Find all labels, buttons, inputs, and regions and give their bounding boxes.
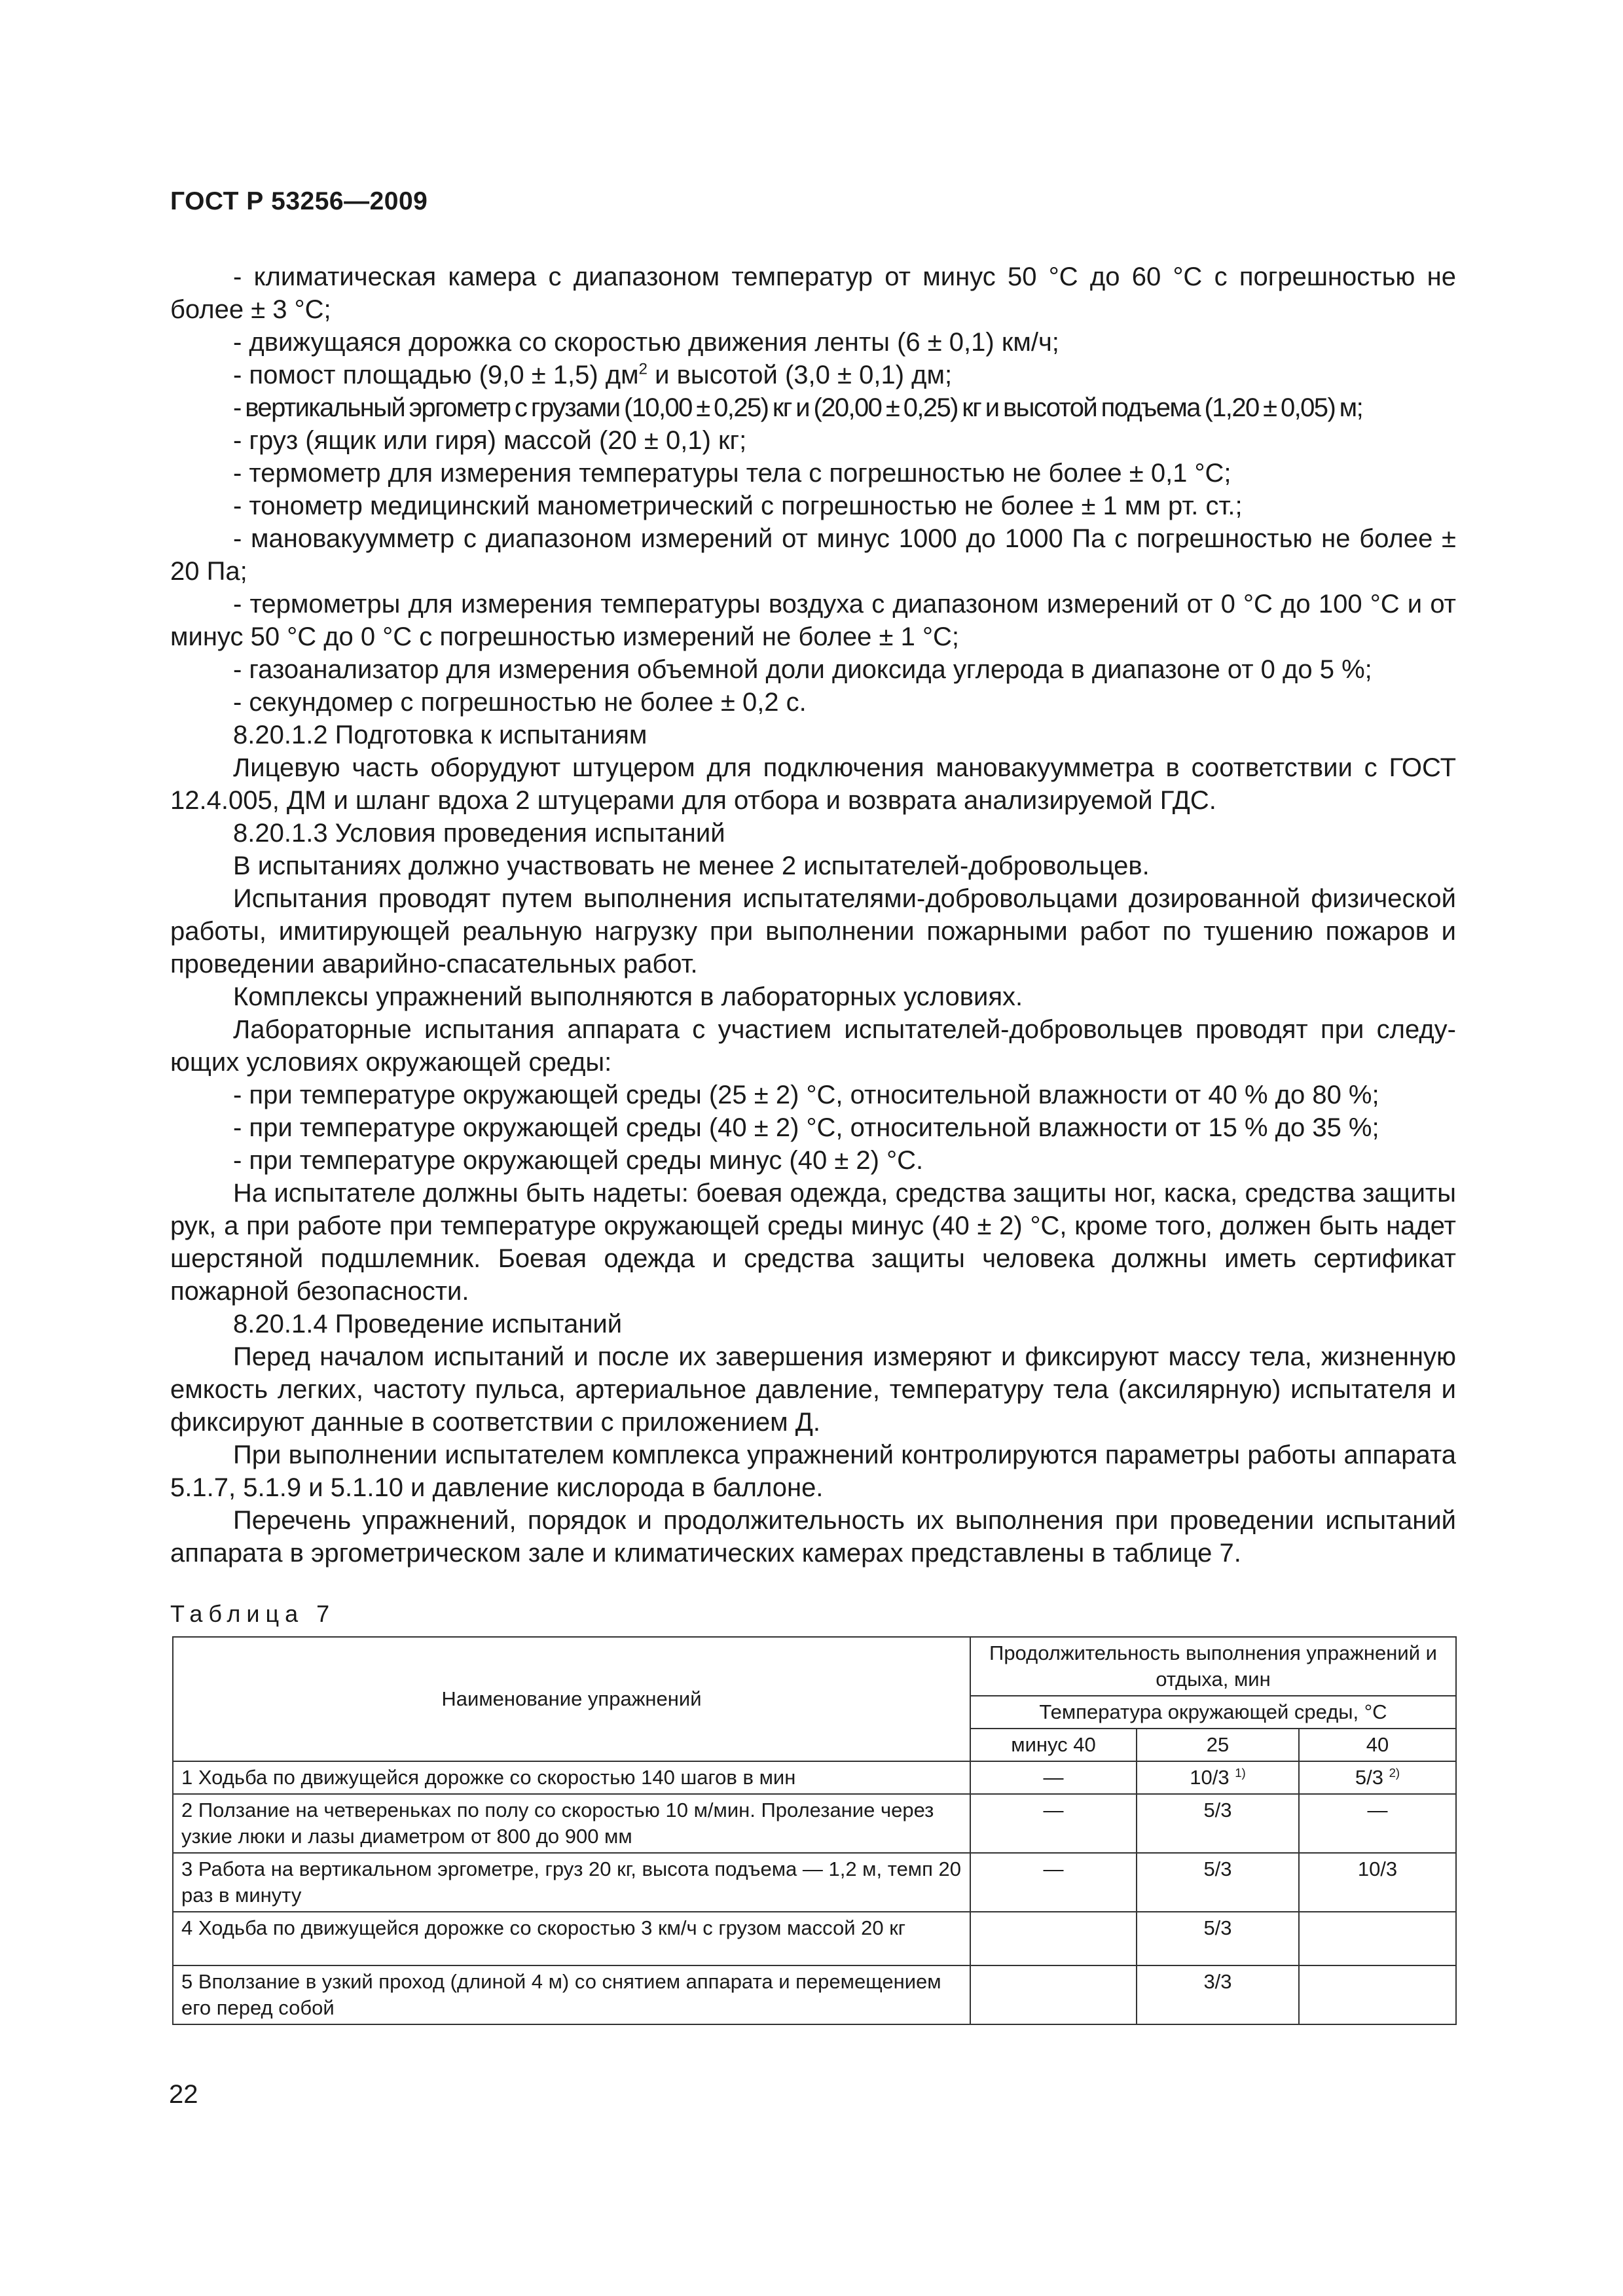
exercise-name-cell: 5 Вползание в узкий проход (длиной 4 м) со снятием аппарата и перемещением его перед собой — [173, 1965, 970, 2024]
paragraph: - при температуре окружающей среды (25 ± 2) °С, относительной влажности от 40 % до 80 %; — [233, 1081, 1379, 1109]
paragraph: - движущаяся дорожка со скоростью движения ленты (6 ± 0,1) км/ч; — [233, 328, 1059, 357]
paragraph: Лабораторные испытания аппарата с участием испытателей-добровольцев проводят при следующих условиях окружающей среды: — [170, 1015, 1456, 1077]
paragraph: - вертикальный эргометр с грузами (10,00 ± 0,25) кг и (20,00 ± 0,25) кг и высотой подъема (1,20 ± 0,05) м; — [233, 393, 1363, 422]
cell-minus40 — [970, 1965, 1137, 2024]
paragraph: - тонометр медицинский манометрический с погрешностью не более ± 1 мм рт. ст.; — [233, 492, 1243, 520]
paragraph: Перед началом испытаний и после их завершения измеряют и фиксируют массу тела, жизненную емкость легких, частоту пульса, артериальное давление, температуру тела (аксилярную) испытателя и фиксируют данные в соответствии с приложением Д. — [170, 1342, 1456, 1437]
cell-40: 10/3 — [1299, 1853, 1456, 1912]
table-row — [173, 1761, 1456, 1794]
table-caption: Таблица 7 — [170, 1600, 336, 1627]
table-row — [173, 1912, 1456, 1965]
header-temp-minus40: минус 40 — [970, 1729, 1137, 1761]
section-heading: 8.20.1.3 Условия проведения испытаний — [233, 819, 725, 848]
paragraph: - газоанализатор для измерения объемной доли диоксида углерода в диапазоне от 0 до 5 %; — [233, 655, 1372, 684]
cell-40 — [1299, 1912, 1456, 1965]
header-temp-40: 40 — [1299, 1729, 1456, 1761]
exercise-name-cell: 2 Ползание на четвереньках по полу со скоростью 10 м/мин. Пролезание через узкие люки и лазы диаметром от 800 до 900 мм — [173, 1794, 970, 1853]
footnote-mark: 1) — [1235, 1765, 1246, 1780]
exercise-table — [172, 1636, 1457, 2025]
table-row — [173, 1853, 1456, 1912]
paragraph: - термометр для измерения температуры тела с погрешностью не более ± 0,1 °С; — [233, 459, 1231, 488]
header-temp-25: 25 — [1137, 1729, 1299, 1761]
paragraph — [170, 359, 1456, 391]
cell-40 — [1299, 1761, 1456, 1794]
page-number: 22 — [169, 2080, 198, 2109]
header-exercise-name: Наименование упражнений — [173, 1637, 970, 1761]
table-header-row — [173, 1637, 1456, 1696]
exercise-name-cell: 3 Работа на вертикальном эргометре, груз 20 кг, высота подъема — 1,2 м, темп 20 раз в минуту — [173, 1853, 970, 1912]
paragraph: Испытания проводят путем выполнения испытателями-добровольцами дозированной физической работы, имитирующей реальную нагрузку при выполнении пожарными работ по тушению пожаров и проведении аварийно-спасательных работ. — [170, 884, 1456, 978]
document-body — [170, 260, 1456, 1570]
paragraph: Лицевую часть оборудуют штуцером для подключения мановакуумметра в соответствии с ГОСТ 12.4.005, ДМ и шланг вдоха 2 штуцерами для отбора и возврата анализируемой ГДС. — [170, 753, 1456, 815]
paragraph-part: - помост площадью (9,0 ± 1,5) дм — [233, 361, 639, 389]
section-heading: 8.20.1.2 Подготовка к испытаниям — [233, 721, 647, 749]
cell-minus40: — — [970, 1794, 1137, 1853]
cell-25: 5/3 — [1137, 1794, 1299, 1853]
cell-40: — — [1299, 1794, 1456, 1853]
paragraph: - мановакуумметр с диапазоном измерений от минус 1000 до 1000 Па с погрешностью не более ± 20 Па; — [170, 524, 1456, 586]
paragraph: - термометры для измерения температуры воздуха с диапазоном измерений от 0 °С до 100 °С и от минус 50 °С до 0 °С с погрешностью измерений не более ± 1 °С; — [170, 590, 1456, 651]
paragraph-part: и высотой (3,0 ± 0,1) дм; — [647, 361, 953, 389]
paragraph: - при температуре окружающей среды минус (40 ± 2) °С. — [233, 1146, 924, 1175]
paragraph: - секундомер с погрешностью не более ± 0,2 с. — [233, 688, 807, 717]
cell-value: 5/3 — [1355, 1766, 1383, 1789]
section-heading: 8.20.1.4 Проведение испытаний — [233, 1310, 623, 1338]
exercise-name-cell: 1 Ходьба по движущейся дорожке со скоростью 140 шагов в мин — [173, 1761, 970, 1794]
cell-25 — [1137, 1761, 1299, 1794]
paragraph: В испытаниях должно участвовать не менее 2 испытателей-добровольцев. — [233, 852, 1150, 880]
cell-25: 5/3 — [1137, 1853, 1299, 1912]
table-row — [173, 1794, 1456, 1853]
exercise-name-cell: 4 Ходьба по движущейся дорожке со скоростью 3 км/ч с грузом массой 20 кг — [173, 1912, 970, 1965]
paragraph: - груз (ящик или гиря) массой (20 ± 0,1) кг; — [233, 426, 747, 455]
document-header: ГОСТ Р 53256—2009 — [170, 187, 428, 215]
superscript: 2 — [638, 360, 648, 378]
cell-minus40 — [970, 1912, 1137, 1965]
header-temperature: Температура окружающей среды, °С — [970, 1696, 1456, 1729]
cell-minus40: — — [970, 1853, 1137, 1912]
cell-value: 10/3 — [1190, 1766, 1230, 1789]
cell-40 — [1299, 1965, 1456, 2024]
paragraph: На испытателе должны быть надеты: боевая одежда, средства защиты ног, каска, средства защиты рук, а при работе при температуре окружающей среды минус (40 ± 2) °С, кроме того, должен быть надет шерстяной подшлемник. Боевая одежда и средства защиты человека должны иметь сертификат пожарной безопасности. — [170, 1179, 1456, 1306]
paragraph: Комплексы упражнений выполняются в лабораторных условиях. — [233, 982, 1023, 1011]
footnote-mark: 2) — [1389, 1765, 1400, 1780]
paragraph: - при температуре окружающей среды (40 ± 2) °С, относительной влажности от 15 % до 35 %; — [233, 1113, 1379, 1142]
paragraph: - климатическая камера с диапазоном температур от минус 50 °С до 60 °С с погрешностью не более ± 3 °С; — [170, 262, 1456, 324]
paragraph: При выполнении испытателем комплекса упражнений контролируются параметры работы аппарата 5.1.7, 5.1.9 и 5.1.10 и давление кислорода в баллоне. — [170, 1441, 1456, 1502]
table-row — [173, 1965, 1456, 2024]
cell-25: 3/3 — [1137, 1965, 1299, 2024]
cell-25: 5/3 — [1137, 1912, 1299, 1965]
header-duration: Продолжительность выполнения упражнений и отдыха, мин — [970, 1637, 1456, 1696]
paragraph: Перечень упражнений, порядок и продолжительность их выполнения при проведении испытаний аппарата в эргометрическом зале и климатических камерах представлены в таблице 7. — [170, 1506, 1456, 1568]
cell-minus40: — — [970, 1761, 1137, 1794]
